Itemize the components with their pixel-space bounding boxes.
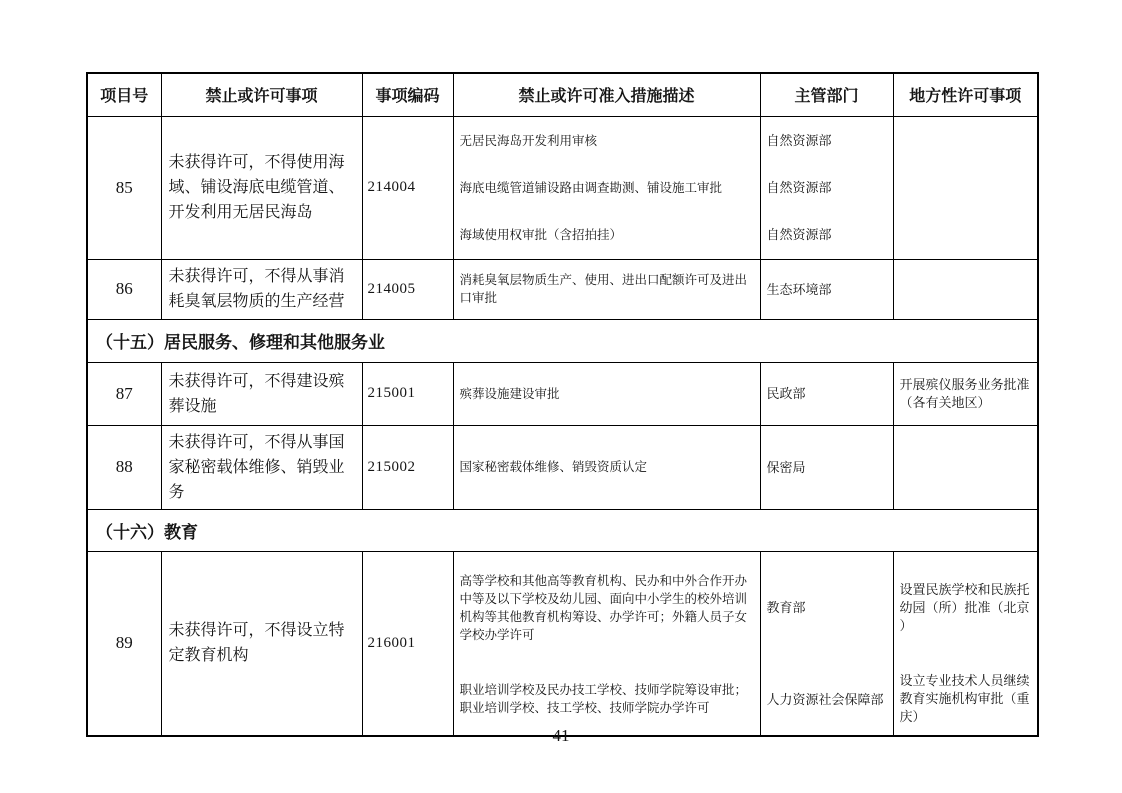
cell-dept (760, 259, 893, 319)
measure-text: 海域使用权审批（含招拍挂） (459, 227, 623, 242)
cell-project-no: 89 (87, 551, 161, 736)
local-text: 设立专业技术人员继续教育实施机构审批（重庆） (899, 673, 1030, 725)
header-local: 地方性许可事项 (893, 73, 1038, 116)
measure-text: 海底电缆管道铺设路由调查勘测、铺设施工审批 (459, 180, 723, 195)
section-label: （十六）教育 (87, 509, 1038, 551)
measure-stack (454, 117, 760, 258)
section-row (87, 509, 1038, 551)
header-measures: 禁止或许可准入措施描述 (453, 73, 760, 116)
table-row (87, 259, 1038, 319)
header-item: 禁止或许可事项 (161, 73, 362, 116)
cell-dept (760, 116, 893, 259)
cell-measures (453, 259, 760, 319)
cell-dept (760, 551, 893, 736)
dept-text: 教育部 (766, 600, 806, 616)
dept-text: 民政部 (766, 386, 806, 401)
cell-item: 未获得许可，不得使用海域、铺设海底电缆管道、开发利用无居民海岛 (161, 116, 362, 259)
cell-code: 215002 (362, 425, 453, 509)
table-row (87, 551, 1038, 736)
measure-text: 职业培训学校及民办技工学校、技师学院筹设审批；职业培训学校、技工学校、技师学院办学许可 (459, 683, 748, 716)
cell-project-no: 85 (87, 116, 161, 259)
table-row (87, 425, 1038, 509)
section-row (87, 319, 1038, 362)
cell-measures (453, 116, 760, 259)
cell-project-no: 88 (87, 425, 161, 509)
dept-text: 自然资源部 (766, 180, 832, 195)
cell-code: 216001 (362, 551, 453, 736)
measure-text: 消耗臭氧层物质生产、使用、进出口配额许可及进出口审批 (459, 273, 748, 305)
section-label: （十五）居民服务、修理和其他服务业 (87, 319, 1038, 362)
cell-item: 未获得许可，不得建设殡葬设施 (161, 362, 362, 425)
cell-project-no: 87 (87, 362, 161, 425)
table-row (87, 362, 1038, 425)
dept-text: 生态环境部 (766, 281, 832, 297)
measure-text: 无居民海岛开发利用审核 (459, 133, 598, 148)
cell-local (893, 259, 1038, 319)
measure-stack (454, 552, 760, 735)
cell-project-no: 86 (87, 259, 161, 319)
cell-local (893, 551, 1038, 736)
dept-text: 人力资源社会保障部 (766, 691, 884, 707)
cell-item: 未获得许可，不得从事消耗臭氧层物质的生产经营 (161, 259, 362, 319)
table-header-row (87, 73, 1038, 116)
access-list-table (86, 72, 1039, 737)
dept-text: 保密局 (766, 459, 806, 475)
cell-item: 未获得许可，不得从事国家秘密载体维修、销毁业务 (161, 425, 362, 509)
cell-dept (760, 362, 893, 425)
access-list-table-wrap (86, 72, 1037, 737)
measure-text: 殡葬设施建设审批 (459, 386, 560, 401)
cell-code: 214005 (362, 259, 453, 319)
cell-measures (453, 362, 760, 425)
dept-text: 自然资源部 (766, 227, 832, 242)
cell-code: 215001 (362, 362, 453, 425)
cell-item: 未获得许可，不得设立特定教育机构 (161, 551, 362, 736)
cell-local (893, 116, 1038, 259)
local-text: 设置民族学校和民族托幼园（所）批准（北京） (899, 581, 1030, 633)
header-code: 事项编码 (362, 73, 453, 116)
cell-local (893, 362, 1038, 425)
dept-stack (761, 552, 893, 735)
cell-dept (760, 425, 893, 509)
measure-text: 高等学校和其他高等教育机构、民办和中外合作开办中等及以下学校及幼儿园、面向中小学生的校外培训机构等其他教育机构筹设、办学许可；外籍人员子女学校办学许可 (459, 573, 748, 642)
header-dept: 主管部门 (760, 73, 893, 116)
local-stack (894, 552, 1038, 735)
table-row (87, 116, 1038, 259)
page-number: 41 (552, 726, 570, 745)
cell-code: 214004 (362, 116, 453, 259)
header-project-no: 项目号 (87, 73, 161, 116)
measure-text: 国家秘密载体维修、销毁资质认定 (459, 460, 648, 474)
cell-local (893, 425, 1038, 509)
cell-measures (453, 551, 760, 736)
cell-measures (453, 425, 760, 509)
local-text: 开展殡仪服务业务批准（各有关地区） (899, 376, 1030, 410)
dept-text: 自然资源部 (766, 133, 832, 148)
dept-stack (761, 117, 893, 258)
